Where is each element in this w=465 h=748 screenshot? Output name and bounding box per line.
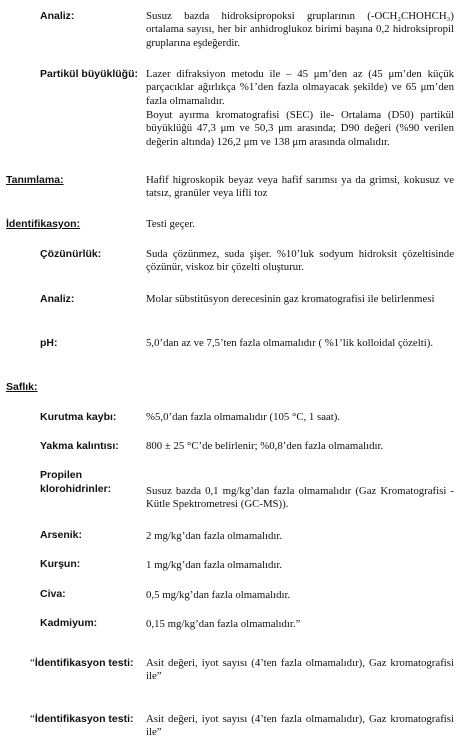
identifikasyon-testi-value-2: Asit değeri, iyot sayısı (4’ten fazla olmamalıdır), Gaz kromatografisi ile” [146,713,454,739]
identifikasyon-testi-label-1: “İdentifikasyon testi: [30,657,134,669]
yakma-value: 800 ± 25 °C’de belirlenir; %0,8’den fazla olmamalıdır. [146,440,384,452]
analiz-label: Analiz: [40,10,75,22]
identifikasyon-testi-label-2: “İdentifikasyon testi: [30,713,134,725]
analiz-value: Susuz bazda hidroksipropoksi gruplarının (-OCH₂CHOHCH₃) ortalama sayısı, her bir anhidroglukoz birimi başına 0,2 hidroksipropil gruplarına eşdeğerdir. [146,10,454,49]
arsenik-value: 2 mg/kg’dan fazla olmamalıdır. [146,530,283,542]
partikul-label: Partikül büyüklüğü: [40,68,139,80]
identifikasyon-heading: İdentifikasyon: [6,218,81,230]
identifikasyon-value: Testi geçer. [146,218,196,230]
kadmiyum-value: 0,15 mg/kg’dan fazla olmamalıdır.” [146,618,301,630]
civa-value: 0,5 mg/kg’dan fazla olmamalıdır. [146,589,291,601]
ph-label: pH: [40,337,58,349]
partikul-value-laser: Lazer difraksiyon metodu ile – 45 μm’den az (45 μm’den küçük parçacıklar ağırlıkça %1’den fazla olmayacak şekilde) ve 65 μm’den fazla olmamalıdır. [146,68,454,107]
kursun-label: Kurşun: [40,558,81,570]
cozunurluk-value: Suda çözünmez, suda şişer. %10’luk sodyum hidroksit çözeltisinde çözünür, viskoz bir çözelti oluşturur. [146,248,454,274]
tanimlama-heading: Tanımlama: [6,174,64,186]
identifikasyon-testi-value-1: Asit değeri, iyot sayısı (4’ten fazla olmamalıdır), Gaz kromatografisi ile” [146,657,454,683]
partikul-value-sec: Boyut ayırma kromatografisi (SEC) ile- Ortalama (D50) partikül büyüklüğü 47,3 μm ve 50,3 μm arasında; D90 değeri (%90 verilen değerin altında) 126,2 μm ve 138 μm arasında olmalıdır. [146,109,454,148]
propilen-label-line2: klorohidrinler: [40,483,112,495]
propilen-label-line1: Propilen [40,469,83,481]
kurutma-label: Kurutma kaybı: [40,411,117,423]
arsenik-label: Arsenik: [40,529,83,541]
tanimlama-value: Hafif higroskopik beyaz veya hafif sarımsı ya da grimsi, kokusuz ve tatsız, granüler veya lifli toz [146,174,454,200]
kursun-value: 1 mg/kg’dan fazla olmamalıdır. [146,559,283,571]
kurutma-value: %5,0’dan fazla olmamalıdır (105 °C, 1 saat). [146,411,341,423]
propilen-value: Susuz bazda 0,1 mg/kg’dan fazla olmamalıdır (Gaz Kromatografisi - Kütle Spektrometresi (GC-MS)). [146,485,454,511]
kadmiyum-label: Kadmiyum: [40,617,98,629]
saflik-heading: Saflık: [6,381,38,393]
analiz-gc-label: Analiz: [40,293,75,305]
civa-label: Civa: [40,588,66,600]
yakma-label: Yakma kalıntısı: [40,440,119,452]
analiz-gc-value: Molar sübstitüsyon derecesinin gaz kromatografisi ile belirlenmesi [146,293,435,305]
cozunurluk-label: Çözünürlük: [40,248,102,260]
ph-value: 5,0’dan az ve 7,5’ten fazla olmamalıdır ( %1’lik kolloidal çözelti). [146,337,434,349]
